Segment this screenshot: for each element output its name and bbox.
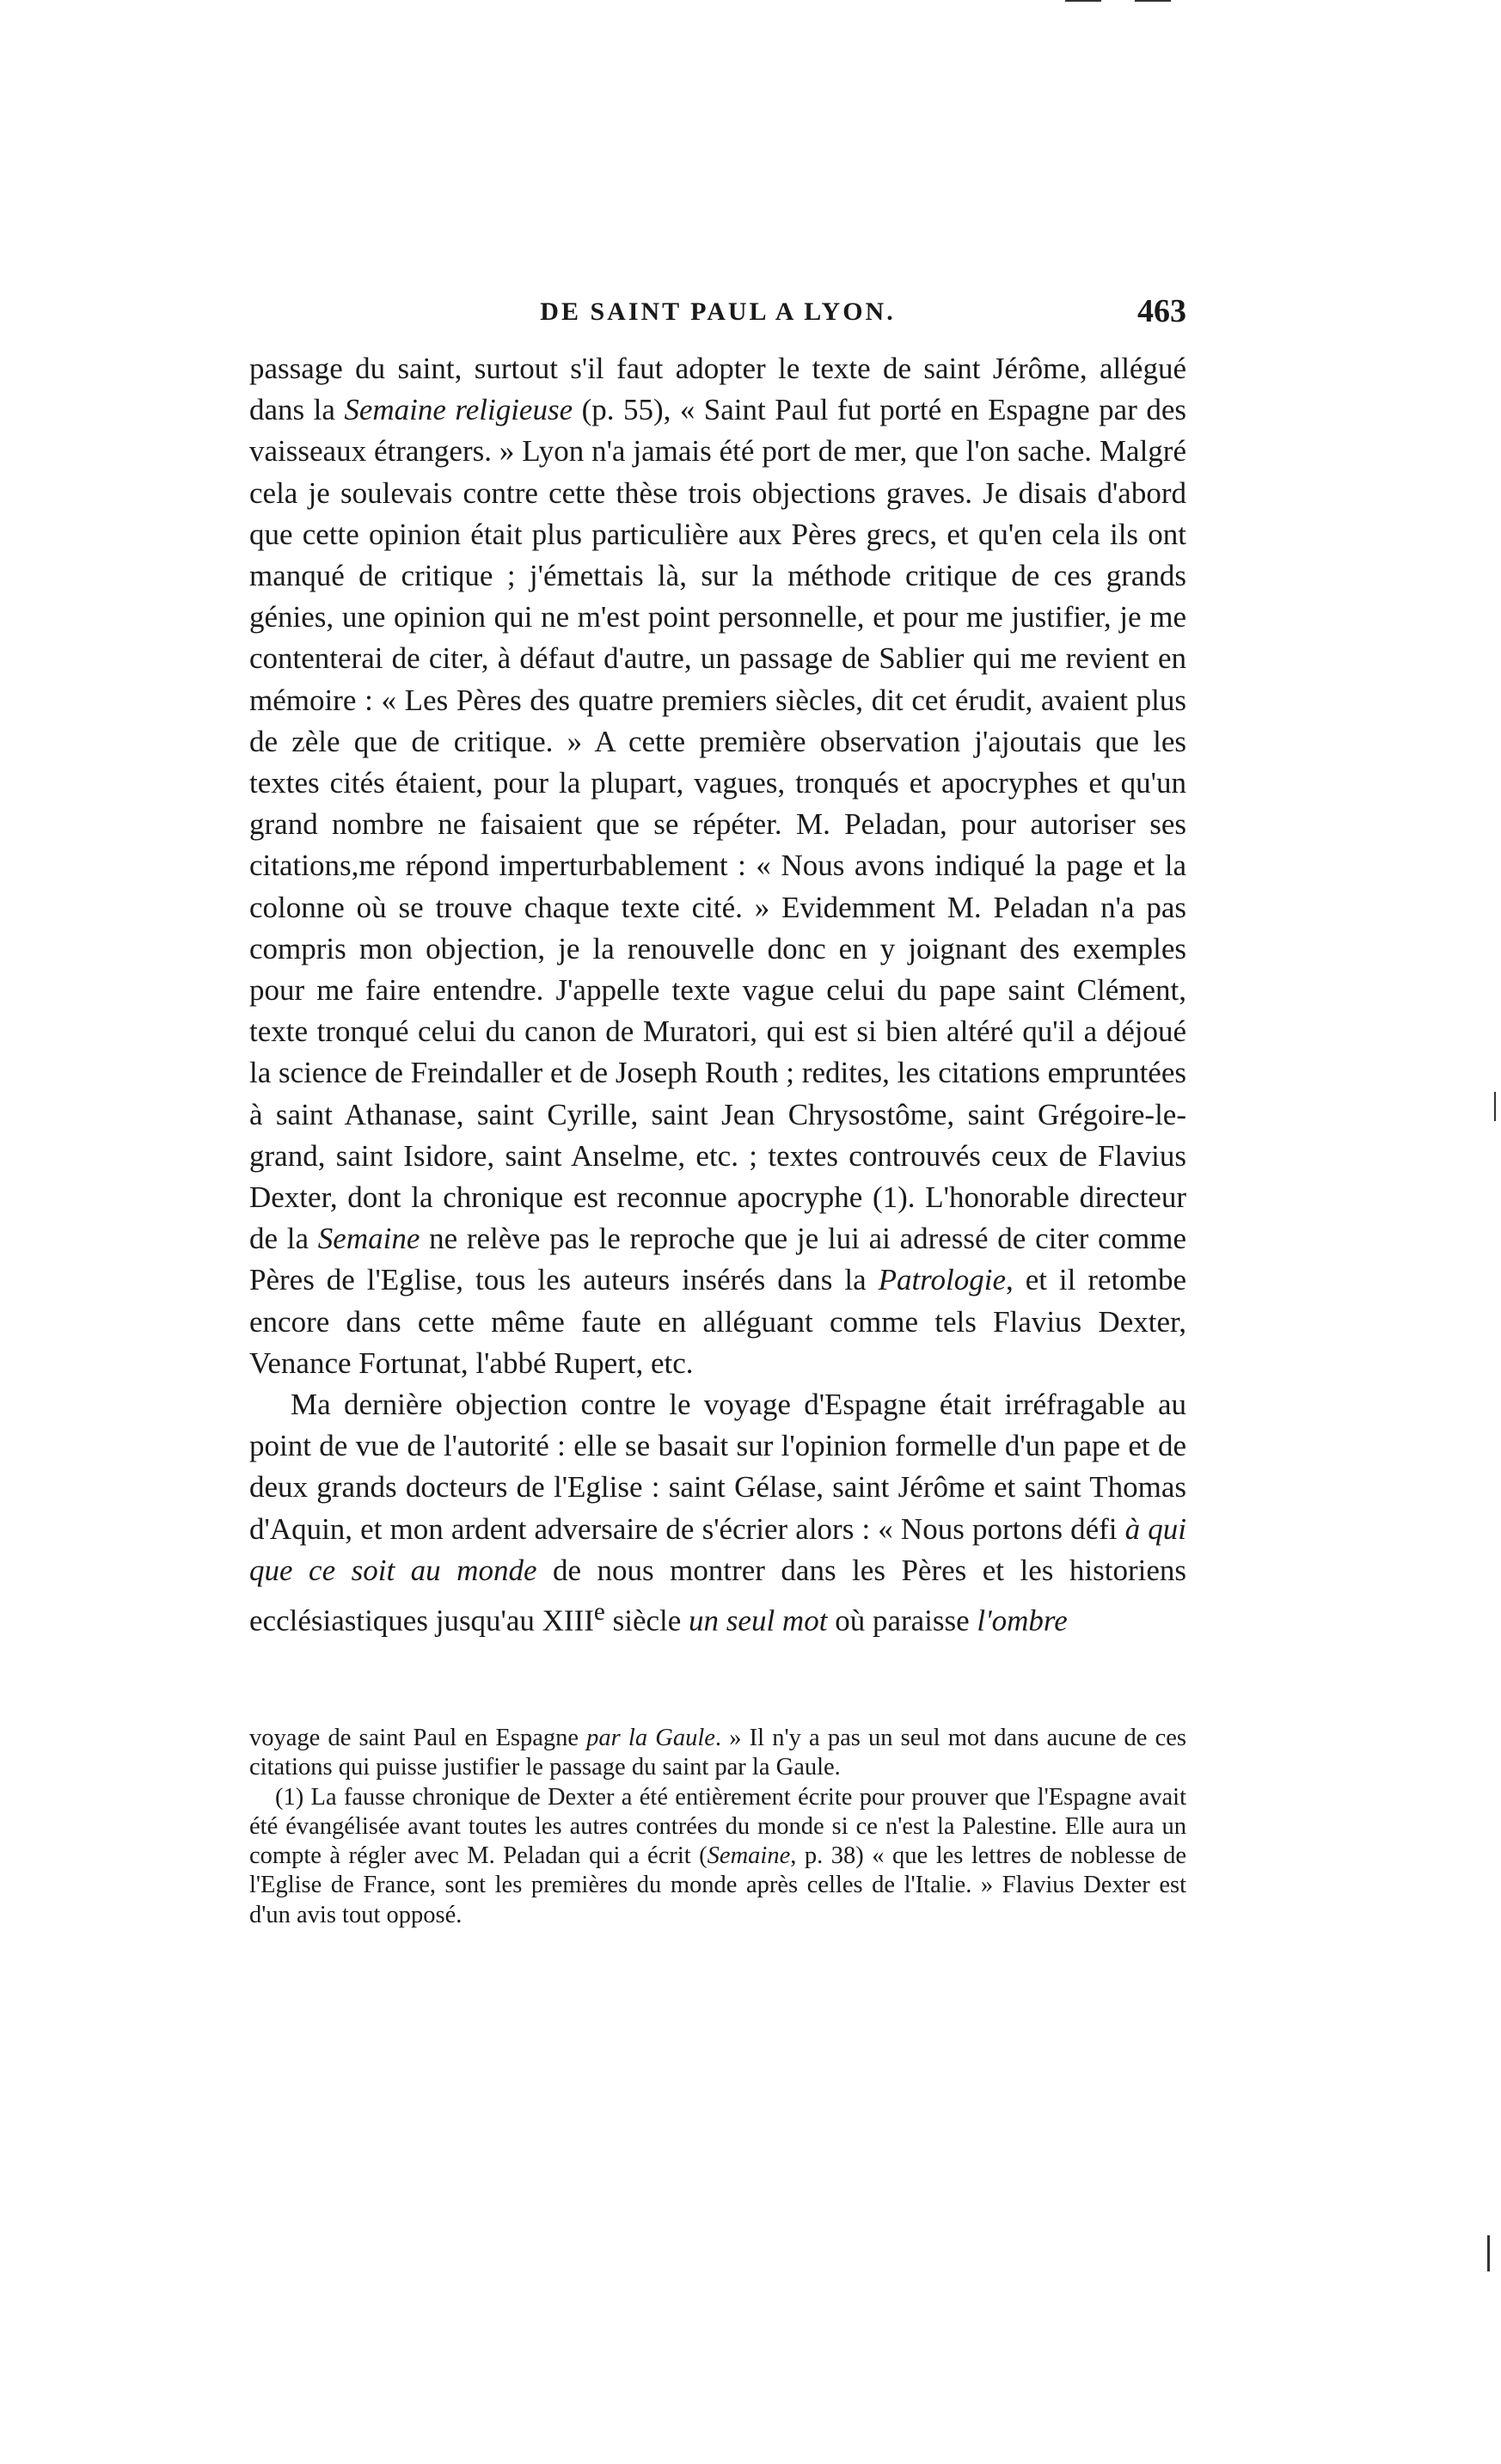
footnote-1 — [249, 1783, 1186, 1930]
italic-run: un seul mot — [689, 1603, 828, 1638]
scan-mark — [1135, 0, 1171, 2]
running-title: DE SAINT PAUL A LYON. — [540, 297, 896, 326]
text-run: de nous montrer dans les Pères et les historiens ecclésiastiques jusqu'au XIII — [249, 1553, 1186, 1638]
text-run: voyage de saint Paul en Espagne — [249, 1725, 587, 1751]
italic-run: Semaine religieuse — [344, 393, 573, 427]
text-run: siècle — [604, 1603, 689, 1638]
scan-mark — [1487, 2235, 1490, 2271]
italic-run: Patrologie — [878, 1263, 1006, 1297]
italic-run: Semaine — [707, 1842, 791, 1870]
text-run: (1) La fausse chronique de Dexter a été entièrement écrite pour prouver que l'Espagne avait été évangélisée avant toutes les autres contrées du monde si ce n'est la Palestine. Elle aura un compte à régler avec M. Peladan qui a écrit ( — [249, 1783, 1186, 1870]
text-run: , et il retombe encore dans cette même faute en alléguant comme tels Flavius Dexter, Venance Fortunat, l'abbé Rupert, etc. — [249, 1263, 1186, 1380]
text-run: (p. 55), « Saint Paul fut porté en Espagne par des vaisseaux étrangers. » Lyon n'a jamais été port de mer, que l'on sache. Malgré cela je soulevais contre cette thèse trois objections graves. Je disais d'abord que cette opinion était plus particulière aux Pères grecs, et qu'en cela ils ont manqué de critique ; j'émettais là, sur la méthode critique de ces grands génies, une opinion qui ne m'est point personnelle, et pour me justifier, je me contenterai de citer, à défaut d'autre, un passage de Sablier qui me revient en mémoire : « Les Pères des quatre premiers siècles, dit cet érudit, avaient plus de zèle que de critique. » A cette première observation j'ajoutais que les textes cités étaient, pour la plupart, vagues, tronqués et apocryphes et qu'un grand nombre ne faisaient que se répéter. M. Peladan, pour autoriser ses citations,me répond imperturbablement : « Nous avons indiqué la page et la colonne où se trouve chaque texte cité. » Evidemment M. Peladan n'a pas compris mon objection, je la renouvelle donc en y joignant des exemples pour me faire entendre. J'appelle texte vague celui du pape saint Clément, texte tronqué celui du canon de Muratori, qui est si bien altéré qu'il a déjoué la science de Freindaller et de Joseph Routh ; redites, les citations empruntées à saint Athanase, saint Cyrille, saint Jean Chrysostôme, saint Grégoire-le-grand, saint Isidore, saint Anselme, etc. ; textes controuvés ceux de Flavius Dexter, dont la chronique est reconnue apocryphe (1). L'honorable directeur de la — [249, 393, 1186, 1256]
paragraph-1 — [249, 348, 1186, 1384]
italic-run: par la Gaule — [586, 1725, 715, 1751]
main-text — [249, 348, 1186, 1642]
scan-mark — [1494, 1092, 1496, 1121]
footnotes — [249, 1724, 1186, 1930]
text-run: passage du saint, surtout s'il faut adopter le texte de saint Jérôme, allégué dans la — [249, 352, 1186, 427]
italic-run: l'ombre — [977, 1603, 1068, 1638]
running-head — [249, 292, 1186, 335]
text-run: Ma dernière objection contre le voyage d'Espagne était irréfragable au point de vue de l'autorité : elle se basait sur l'opinion formelle d'un pape et de deux grands docteurs de l'Eglise : saint Gélase, saint Jérôme et saint Thomas d'Aquin, et mon ardent adversaire de s'écrier alors : « Nous portons défi — [249, 1388, 1186, 1546]
text-run: où paraisse — [827, 1603, 977, 1638]
paragraph-2 — [249, 1384, 1186, 1642]
text-run: ne relève pas le reproche que je lui ai adressé de citer comme Pères de l'Eglise, tous les auteurs insérés dans la — [249, 1222, 1187, 1297]
superscript: e — [593, 1598, 605, 1627]
page-number: 463 — [1137, 293, 1186, 329]
text-run: , p. 38) « que les lettres de noblesse de l'Eglise de France, sont les premières du monde après celles de l'Italie. » Flavius Dexter est d'un avis tout opposé. — [249, 1842, 1186, 1928]
italic-run: à qui que ce soit au monde — [249, 1511, 1186, 1587]
footnote-continuation — [249, 1724, 1186, 1783]
scan-mark — [1065, 0, 1101, 2]
italic-run: Semaine — [317, 1222, 420, 1256]
text-run: . » Il n'y a pas un seul mot dans aucune de ces citations qui puisse justifier le passage du saint par la Gaule. — [249, 1725, 1186, 1781]
